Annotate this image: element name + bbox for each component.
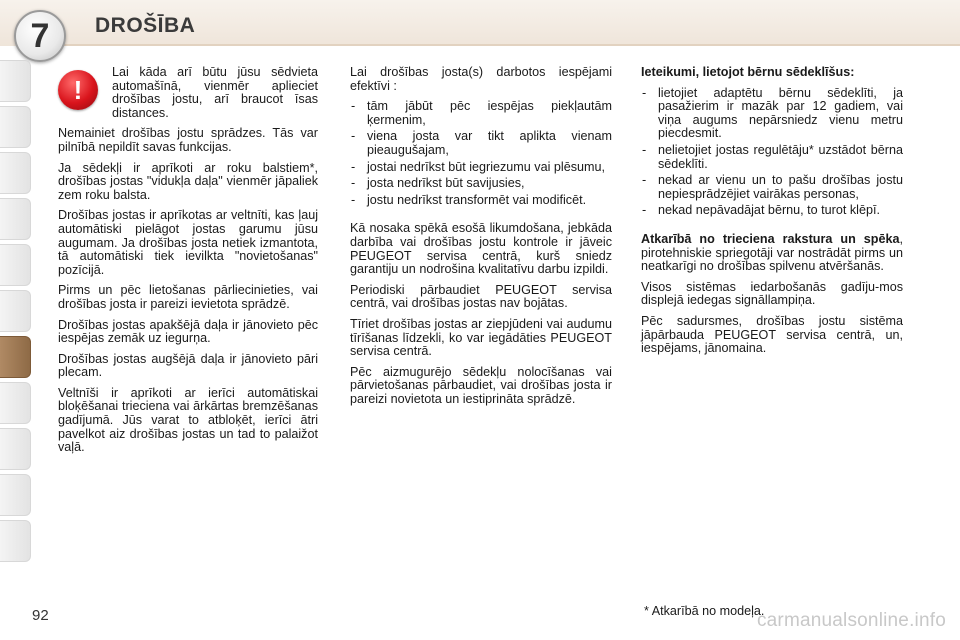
- paragraph: Nemainiet drošības jostu sprādzes. Tās var pilnībā nepildīt savas funkcijas.: [58, 126, 318, 154]
- paragraph: Pirms un pēc lietošanas pārliecinieties, vai drošības josta ir pareizi ievietota sprādzē.: [58, 283, 318, 311]
- chapter-tab-11[interactable]: [0, 520, 31, 562]
- chapter-tab-10[interactable]: [0, 474, 31, 516]
- paragraph: Tīriet drošības jostas ar ziepjūdeni vai audumu tīrīšanas līdzekli, ko var iegādāties PEUGEOT servisa centrā.: [350, 316, 612, 359]
- section-heading: Ieteikumi, lietojot bērnu sēdeklīšus:: [641, 65, 855, 79]
- chapter-badge: [14, 10, 66, 62]
- paragraph: Visos sistēmas iedarbošanās gadīju-mos displejā iedegas signāllampiņa.: [641, 279, 903, 308]
- page-title: DROŠĪBA: [95, 14, 196, 37]
- watermark: carmanualsonline.info: [756, 610, 946, 631]
- list-item: - lietojiet adaptētu bērnu sēdeklīti, ja pasažierim ir mazāk par 12 gadiem, vai viņa augums nepārsniedz vienu metru piecdesmit.: [641, 87, 903, 141]
- impact-lead: Atkarībā no trieciena rakstura un spēka: [641, 231, 900, 246]
- exclamation-circle-icon: !: [58, 70, 98, 110]
- list-item: - jostu nedrīkst transformēt vai modificēt.: [350, 194, 612, 208]
- list-item: - nelietojiet jostas regulētāju* uzstādot bērna sēdeklīti.: [641, 144, 903, 171]
- chapter-tab-3[interactable]: [0, 152, 31, 194]
- chapter-tab-9[interactable]: [0, 428, 31, 470]
- paragraph: Ja sēdekļi ir aprīkoti ar roku balstiem*, drošības jostas "vidukļa daļa" vienmēr jāpaliek zem roku balsta.: [58, 160, 318, 202]
- warning-text: Lai kāda arī būtu jūsu sēdvieta automašīnā, vienmēr aplieciet drošības jostu, arī braucot īsas distances.: [112, 65, 318, 120]
- paragraph: Drošības jostas augšējā daļa ir jānovieto pāri plecam.: [58, 351, 318, 380]
- list-item: - nekad nepāvadājat bērnu, to turot klēpī.: [641, 204, 903, 218]
- column-right: [641, 66, 903, 363]
- list-item: - nekad ar vienu un to pašu drošības jostu nepiesprādzējiet vairākas personas,: [641, 174, 903, 201]
- footnote: * Atkarībā no modeļa.: [644, 604, 765, 618]
- chapter-tab-4[interactable]: [0, 198, 31, 240]
- impact-paragraph: [641, 233, 903, 274]
- paragraph: Drošības jostas apakšējā daļa ir jānovieto pēc iespējas zemāk uz iegurņa.: [58, 317, 318, 346]
- chapter-tab-1[interactable]: [0, 60, 31, 102]
- column-left: [58, 66, 318, 462]
- requirements-list: [350, 100, 612, 207]
- paragraph: Periodiski pārbaudiet PEUGEOT servisa centrā, vai drošības jostas nav bojātas.: [350, 282, 612, 311]
- list-item: - jostai nedrīkst būt iegriezumu vai plēsumu,: [350, 161, 612, 175]
- chapter-tab-6[interactable]: [0, 290, 31, 332]
- paragraph: Veltnīši ir aprīkoti ar ierīci automātiskai bloķēšanai trieciena vai ārkārtas bremzēšanas gadījumā. Jūs varat to atbloķēt, ierīci ātri pavelkot aiz drošības jostas un tad to palaižot vaļā.: [58, 385, 318, 455]
- paragraph: Kā nosaka spēkā esošā likumdošana, jebkāda darbība vai drošības jostu kontrole ir jāveic PEUGEOT servisa centrā, kurš sniedz garantiju un nodrošina kvalitatīvu darbu izpildi.: [350, 221, 612, 277]
- list-item: - viena josta var tikt aplikta vienam pieaugušajam,: [350, 130, 612, 157]
- list-item: - tām jābūt pēc iespējas piekļautām ķermenim,: [350, 100, 612, 127]
- paragraph: Drošības jostas ir aprīkotas ar veltnīti, kas ļauj automātiski pielāgot jostas garumu jūsu augumam. Ja drošības josta netiek izmantota, tā automātiski tiek ievilkta "novietošanas" pozīcijā.: [58, 208, 318, 277]
- chapter-number: 7: [30, 17, 50, 55]
- list-item: - josta nedrīkst būt savijusies,: [350, 177, 612, 191]
- paragraph: Pēc sadursmes, drošības jostu sistēma jāpārbauda PEUGEOT servisa centrā, un, iespējams, jānomaina.: [641, 313, 903, 356]
- column-middle: [350, 66, 612, 413]
- page-number: 92: [32, 607, 49, 624]
- chapter-tab-8[interactable]: [0, 382, 31, 424]
- chapter-tab-7[interactable]: [0, 336, 31, 378]
- advice-list: [641, 87, 903, 218]
- impact-text: , pirotehniskie spriegotāji var nostrādāt pirms un neatkarīgi no drošības spilvenu atvēršanās.: [641, 231, 903, 274]
- chapter-tabs: [0, 60, 32, 580]
- chapter-tab-5[interactable]: [0, 244, 31, 286]
- intro-text: Lai drošības josta(s) darbotos iespējami efektīvi :: [350, 65, 612, 93]
- header-divider: [48, 44, 960, 46]
- warning-block: [58, 66, 318, 120]
- chapter-tab-2[interactable]: [0, 106, 31, 148]
- paragraph: Pēc aizmugurējo sēdekļu nolocīšanas vai pārvietošanas pārbaudiet, vai drošības josta ir pareizi novietota un iestiprināta sprādzē.: [350, 364, 612, 406]
